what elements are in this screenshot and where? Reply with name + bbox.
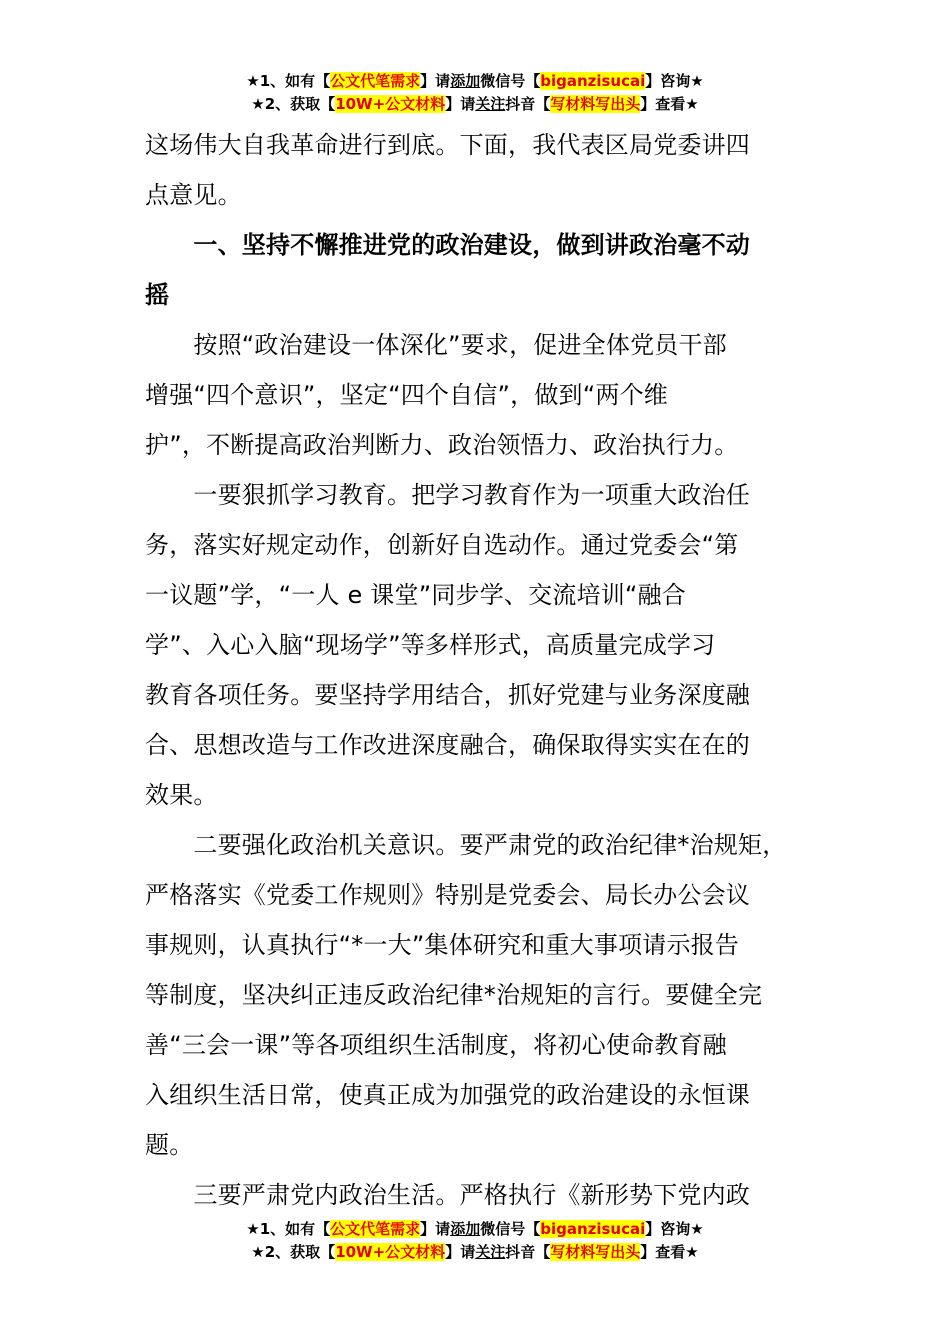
banner-line-1: ★1、如有【公文代笔需求】请添加微信号【biganzisucai】咨询★	[246, 1220, 704, 1238]
header-banner	[0, 70, 950, 116]
section-heading: 一、坚持不懈推进党的政治建设，做到讲政治毫不动	[145, 231, 750, 259]
body-line: 效果。	[145, 781, 218, 809]
body-line: 务，落实好规定动作，创新好自选动作。通过党委会“第	[145, 531, 739, 559]
banner-line-1: ★1、如有【公文代笔需求】请添加微信号【biganzisucai】咨询★	[246, 72, 704, 90]
body-line: 按照“政治建设一体深化”要求，促进全体党员干部	[145, 331, 727, 359]
body-line: 一议题”学，“一人 e 课堂”同步学、交流培训“融合	[145, 581, 686, 609]
body-line: 题。	[145, 1131, 194, 1159]
highlight-service: 公文代笔需求	[330, 1220, 421, 1238]
banner-line-2: ★2、获取【10W+公文材料】请关注抖音【写材料写出头】查看★	[251, 1243, 699, 1261]
body-line: 合、思想改造与工作改进深度融合，确保取得实实在在的	[145, 731, 750, 759]
body-line: 点意见。	[145, 181, 242, 209]
highlight-materials: 10W+公文材料	[335, 95, 446, 113]
body-line: 教育各项任务。要坚持学用结合，抓好党建与业务深度融	[145, 681, 750, 709]
body-line: 一要狠抓学习教育。把学习教育作为一项重大政治任	[145, 481, 750, 509]
body-line: 护”，不断提高政治判断力、政治领悟力、政治执行力。	[145, 431, 739, 459]
body-line: 二要强化政治机关意识。要严肃党的政治纪律*治规矩，	[145, 831, 787, 859]
body-line: 这场伟大自我革命进行到底。下面，我代表区局党委讲四	[145, 131, 750, 159]
body-line: 善“三会一课”等各项组织生活制度，将初心使命教育融	[145, 1031, 727, 1059]
body-line: 严格落实《党委工作规则》特别是党委会、局长办公会议	[145, 881, 750, 909]
body-line: 事规则，认真执行“*一大”集体研究和重大事项请示报告	[145, 931, 740, 959]
body-line: 增强“四个意识”，坚定“四个自信”，做到“两个维	[145, 381, 668, 409]
highlight-douyin: 写材料写出头	[550, 95, 641, 113]
highlight-wechat-id: biganzisucai	[540, 72, 646, 90]
highlight-wechat-id: biganzisucai	[540, 1220, 646, 1238]
body-line: 三要严肃党内政治生活。严格执行《新形势下党内政	[145, 1181, 750, 1209]
highlight-douyin: 写材料写出头	[550, 1243, 641, 1261]
section-heading: 摇	[145, 281, 170, 309]
highlight-materials: 10W+公文材料	[335, 1243, 446, 1261]
body-line: 等制度，坚决纠正违反政治纪律*治规矩的言行。要健全完	[145, 981, 763, 1009]
body-line: 学”、入心入脑“现场学”等多样形式，高质量完成学习	[145, 631, 716, 659]
highlight-service: 公文代笔需求	[330, 72, 421, 90]
banner-line-2: ★2、获取【10W+公文材料】请关注抖音【写材料写出头】查看★	[251, 95, 699, 113]
body-line: 入组织生活日常，使真正成为加强党的政治建设的永恒课	[145, 1081, 750, 1109]
footer-banner	[0, 1218, 950, 1264]
